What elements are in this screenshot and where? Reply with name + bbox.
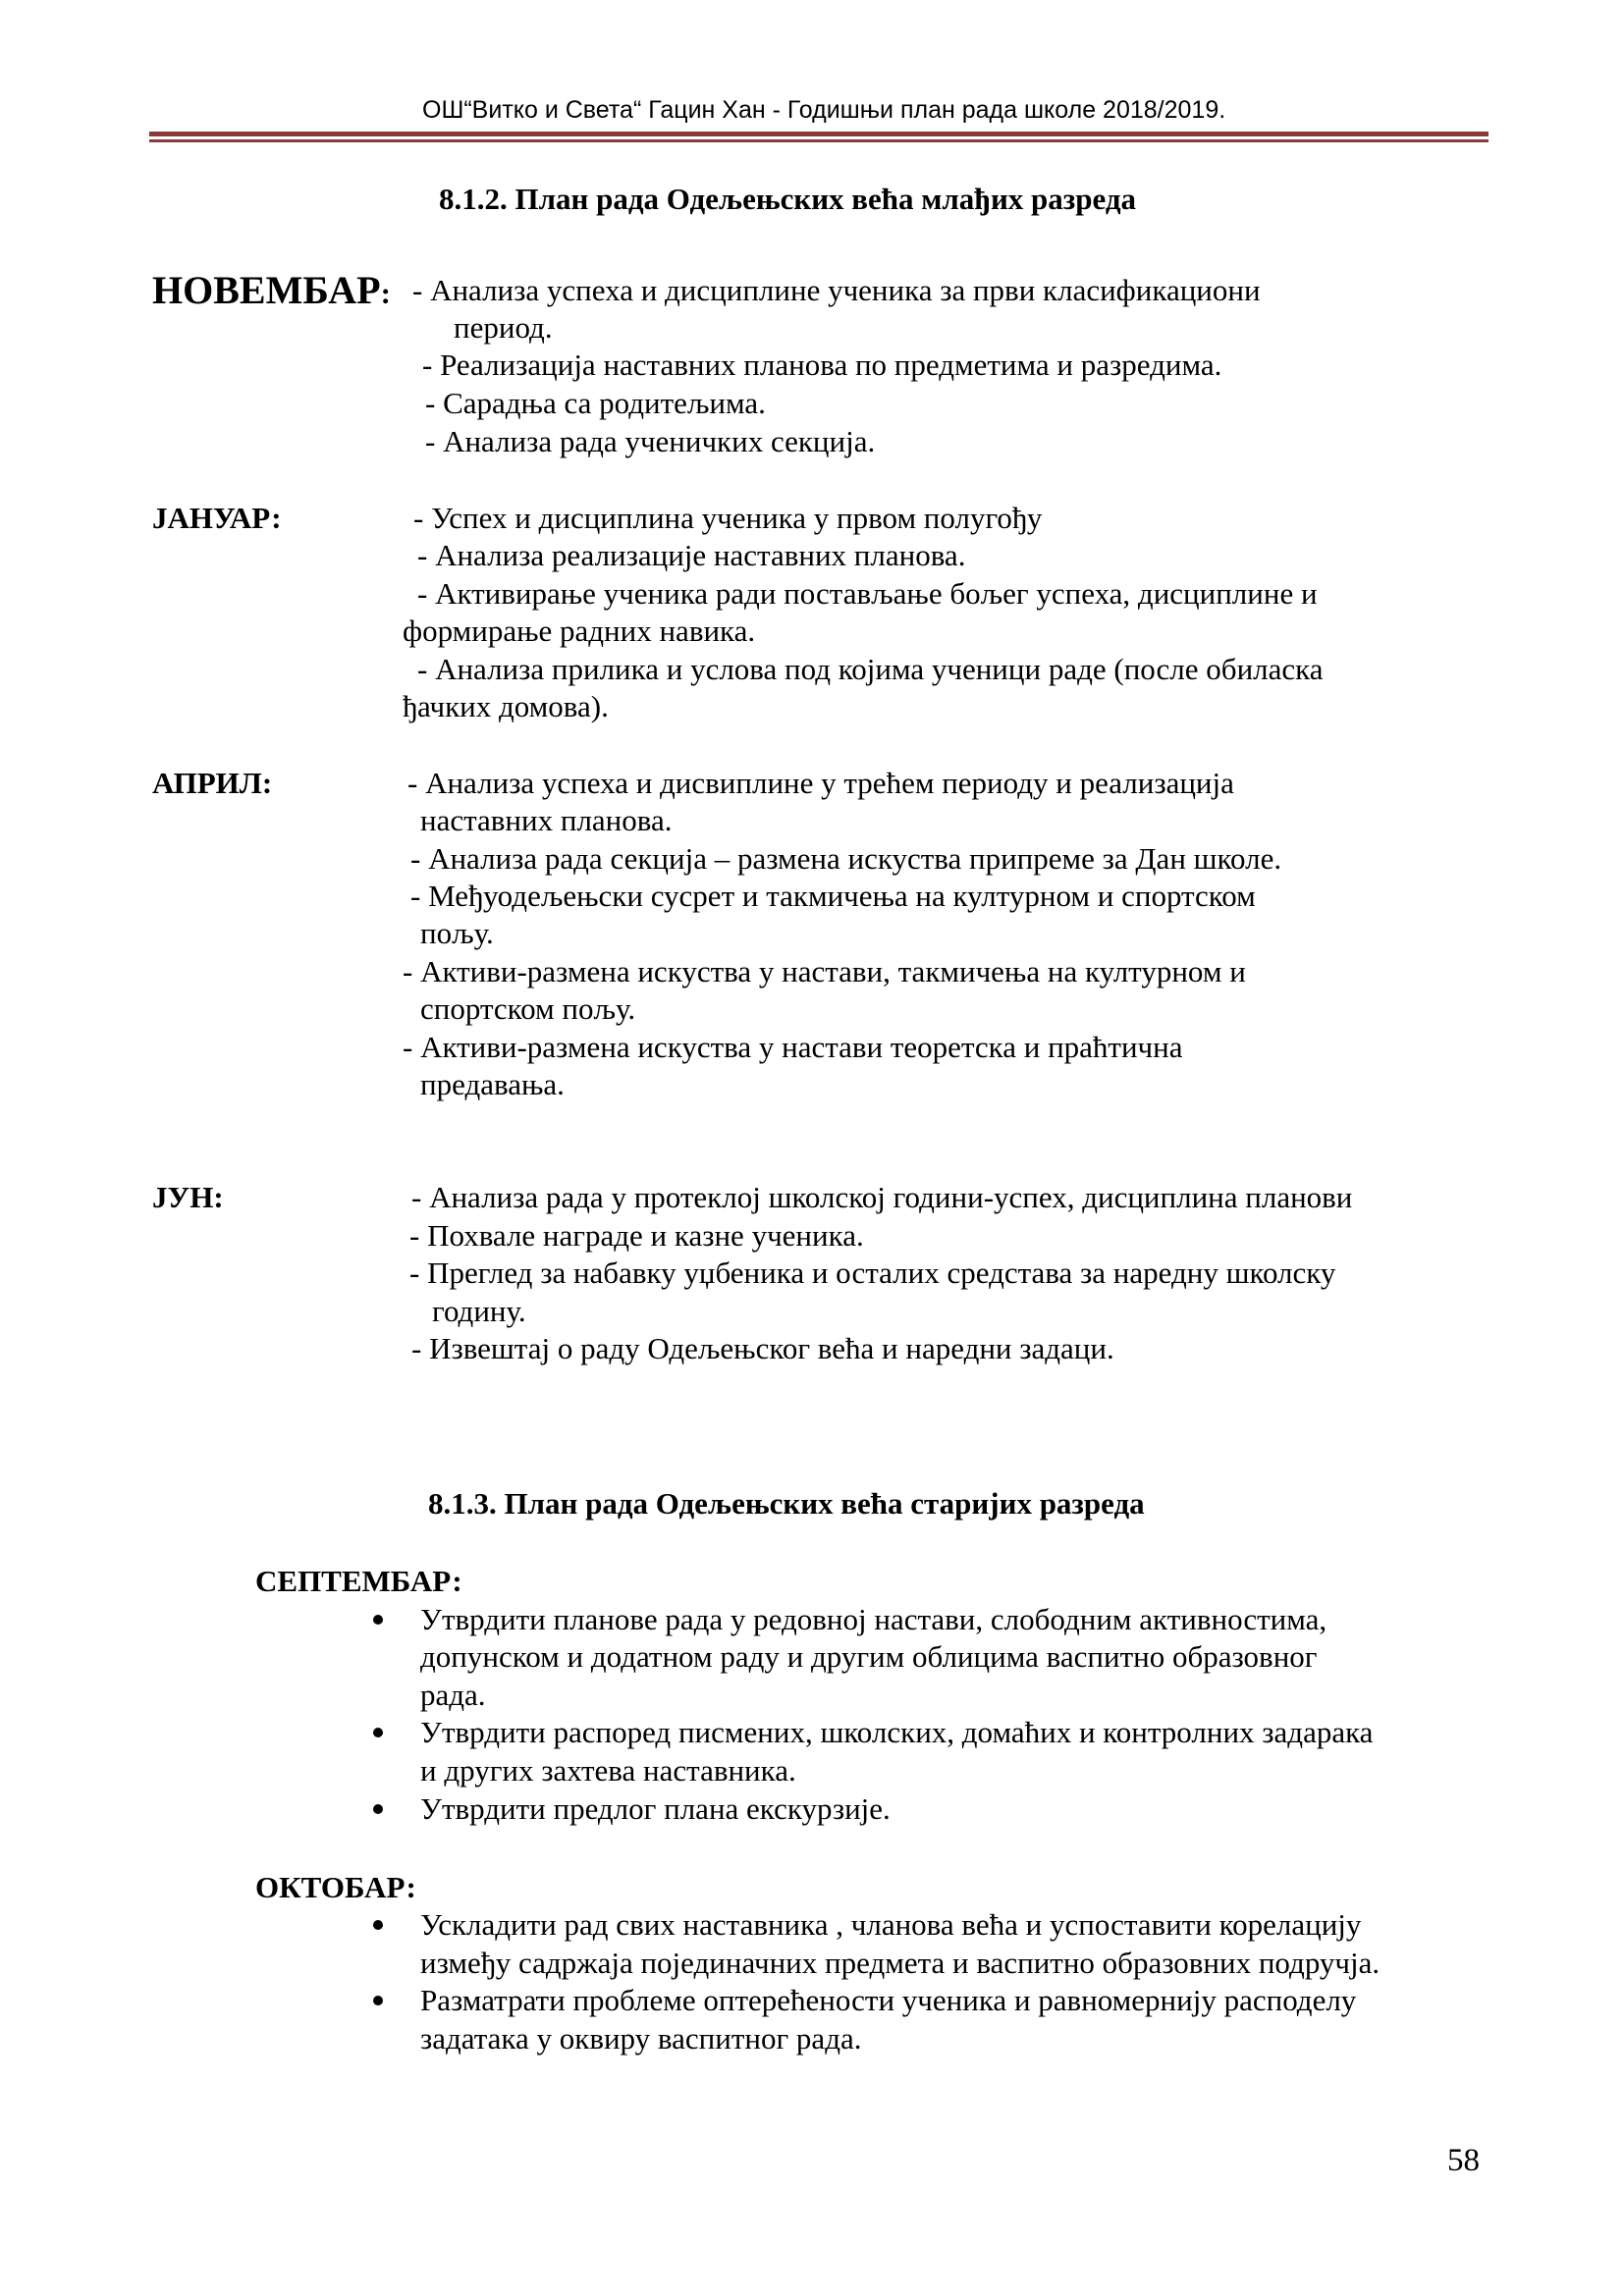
april-line: - Активи-размена искуства у настави теоретска и праћтична [403,1030,1183,1064]
header-rule-thin [149,139,1489,142]
bullet-icon [373,1615,383,1625]
june-line: - Анализа рада у протеклој школској години-успех, дисциплина планови [411,1180,1353,1214]
month-label-january: ЈАНУАР: [152,501,282,535]
november-line: - Анализа успеха и дисциплине ученика за први класификациони [412,273,1261,307]
january-line: - Анализа прилика и услова под којима ученици раде (после обиласка [417,652,1324,686]
september-line: Утврдити планове рада у редовној настави, слободним активностима, [420,1602,1327,1636]
page-number: 58 [1447,2143,1480,2178]
april-line: предавања. [420,1067,565,1101]
september-line: рада. [420,1678,486,1712]
april-line: - Активи-размена искуства у настави, такмичења на културном и [403,954,1246,988]
bullet-icon [373,1996,383,2005]
month-label-june: ЈУН: [152,1180,224,1214]
bullet-icon [373,1920,383,1930]
month-label-october: ОКТОБАР: [255,1870,416,1904]
section-title-younger: 8.1.2. План рада Одељењских већа млађих разреда [439,182,1137,216]
june-line: годину. [432,1294,526,1328]
september-line: Утврдити предлог плана екскурзије. [420,1791,891,1826]
month-label-april: АПРИЛ: [152,766,273,800]
september-line: Утврдити распоред писмених, школских, домаћих и контролних задарака [420,1715,1374,1749]
january-line: - Анализа реализације наставних планова. [417,538,966,572]
october-line: Ускладити рад свих наставника , чланова већа и успоставити корелацију [420,1907,1362,1942]
september-line: допунском и додатном раду и другим облицима васпитно образовног [420,1639,1318,1674]
june-line: - Преглед за набавку уџбеника и осталих средстава за наредну школску [409,1255,1336,1290]
june-line: - Извештај о раду Одељењског већа и наредни задаци. [411,1331,1114,1365]
january-line: - Активирање ученика ради постављање бољег успеха, дисциплине и [417,576,1318,611]
january-line: - Успех и дисциплина ученика у првом полугођу [413,501,1043,535]
october-line: између садржаја појединачних предмета и васпитно образовних подручја. [420,1946,1380,1980]
november-line: период. [454,310,553,345]
section-title-older: 8.1.3. План рада Одељењских већа старијих разреда [428,1486,1145,1521]
september-line: и других захтева наставника. [420,1753,796,1788]
january-line: формирање радних навика. [403,614,756,648]
april-line: - Анализа успеха и дисвиплине у трећем периоду и реализација [407,766,1234,800]
november-line: - Сарадња са родитељима. [425,386,766,420]
month-label-november: НОВЕМБАР: [152,268,391,312]
april-line: наставних планова. [420,803,673,837]
month-label-september: СЕПТЕМБАР: [255,1564,462,1598]
april-line: спортском пољу. [420,991,636,1026]
october-line: задатака у оквиру васпитног рада. [420,2021,862,2056]
june-line: - Похвале награде и казне ученика. [409,1218,864,1253]
bullet-icon [373,1804,383,1814]
bullet-icon [373,1728,383,1737]
january-line: ђачких домова). [403,689,609,723]
november-line: - Анализа рада ученичких секција. [425,424,876,458]
april-line: - Анализа рада секција – размена искуства припреме за Дан школе. [410,841,1282,876]
april-line: - Међуодељењски сусрет и такмичења на културном и спортском [410,879,1256,913]
running-header: ОШ“Витко и Света“ Гацин Хан - Годишњи план рада школе 2018/2019. [422,96,1226,124]
november-line: - Реализација наставних планова по предметима и разредима. [422,347,1222,382]
october-line: Разматрати проблеме оптерећености ученика и равномернију расподелу [420,1983,1357,2017]
header-rule [149,132,1489,136]
april-line: пољу. [420,916,494,950]
